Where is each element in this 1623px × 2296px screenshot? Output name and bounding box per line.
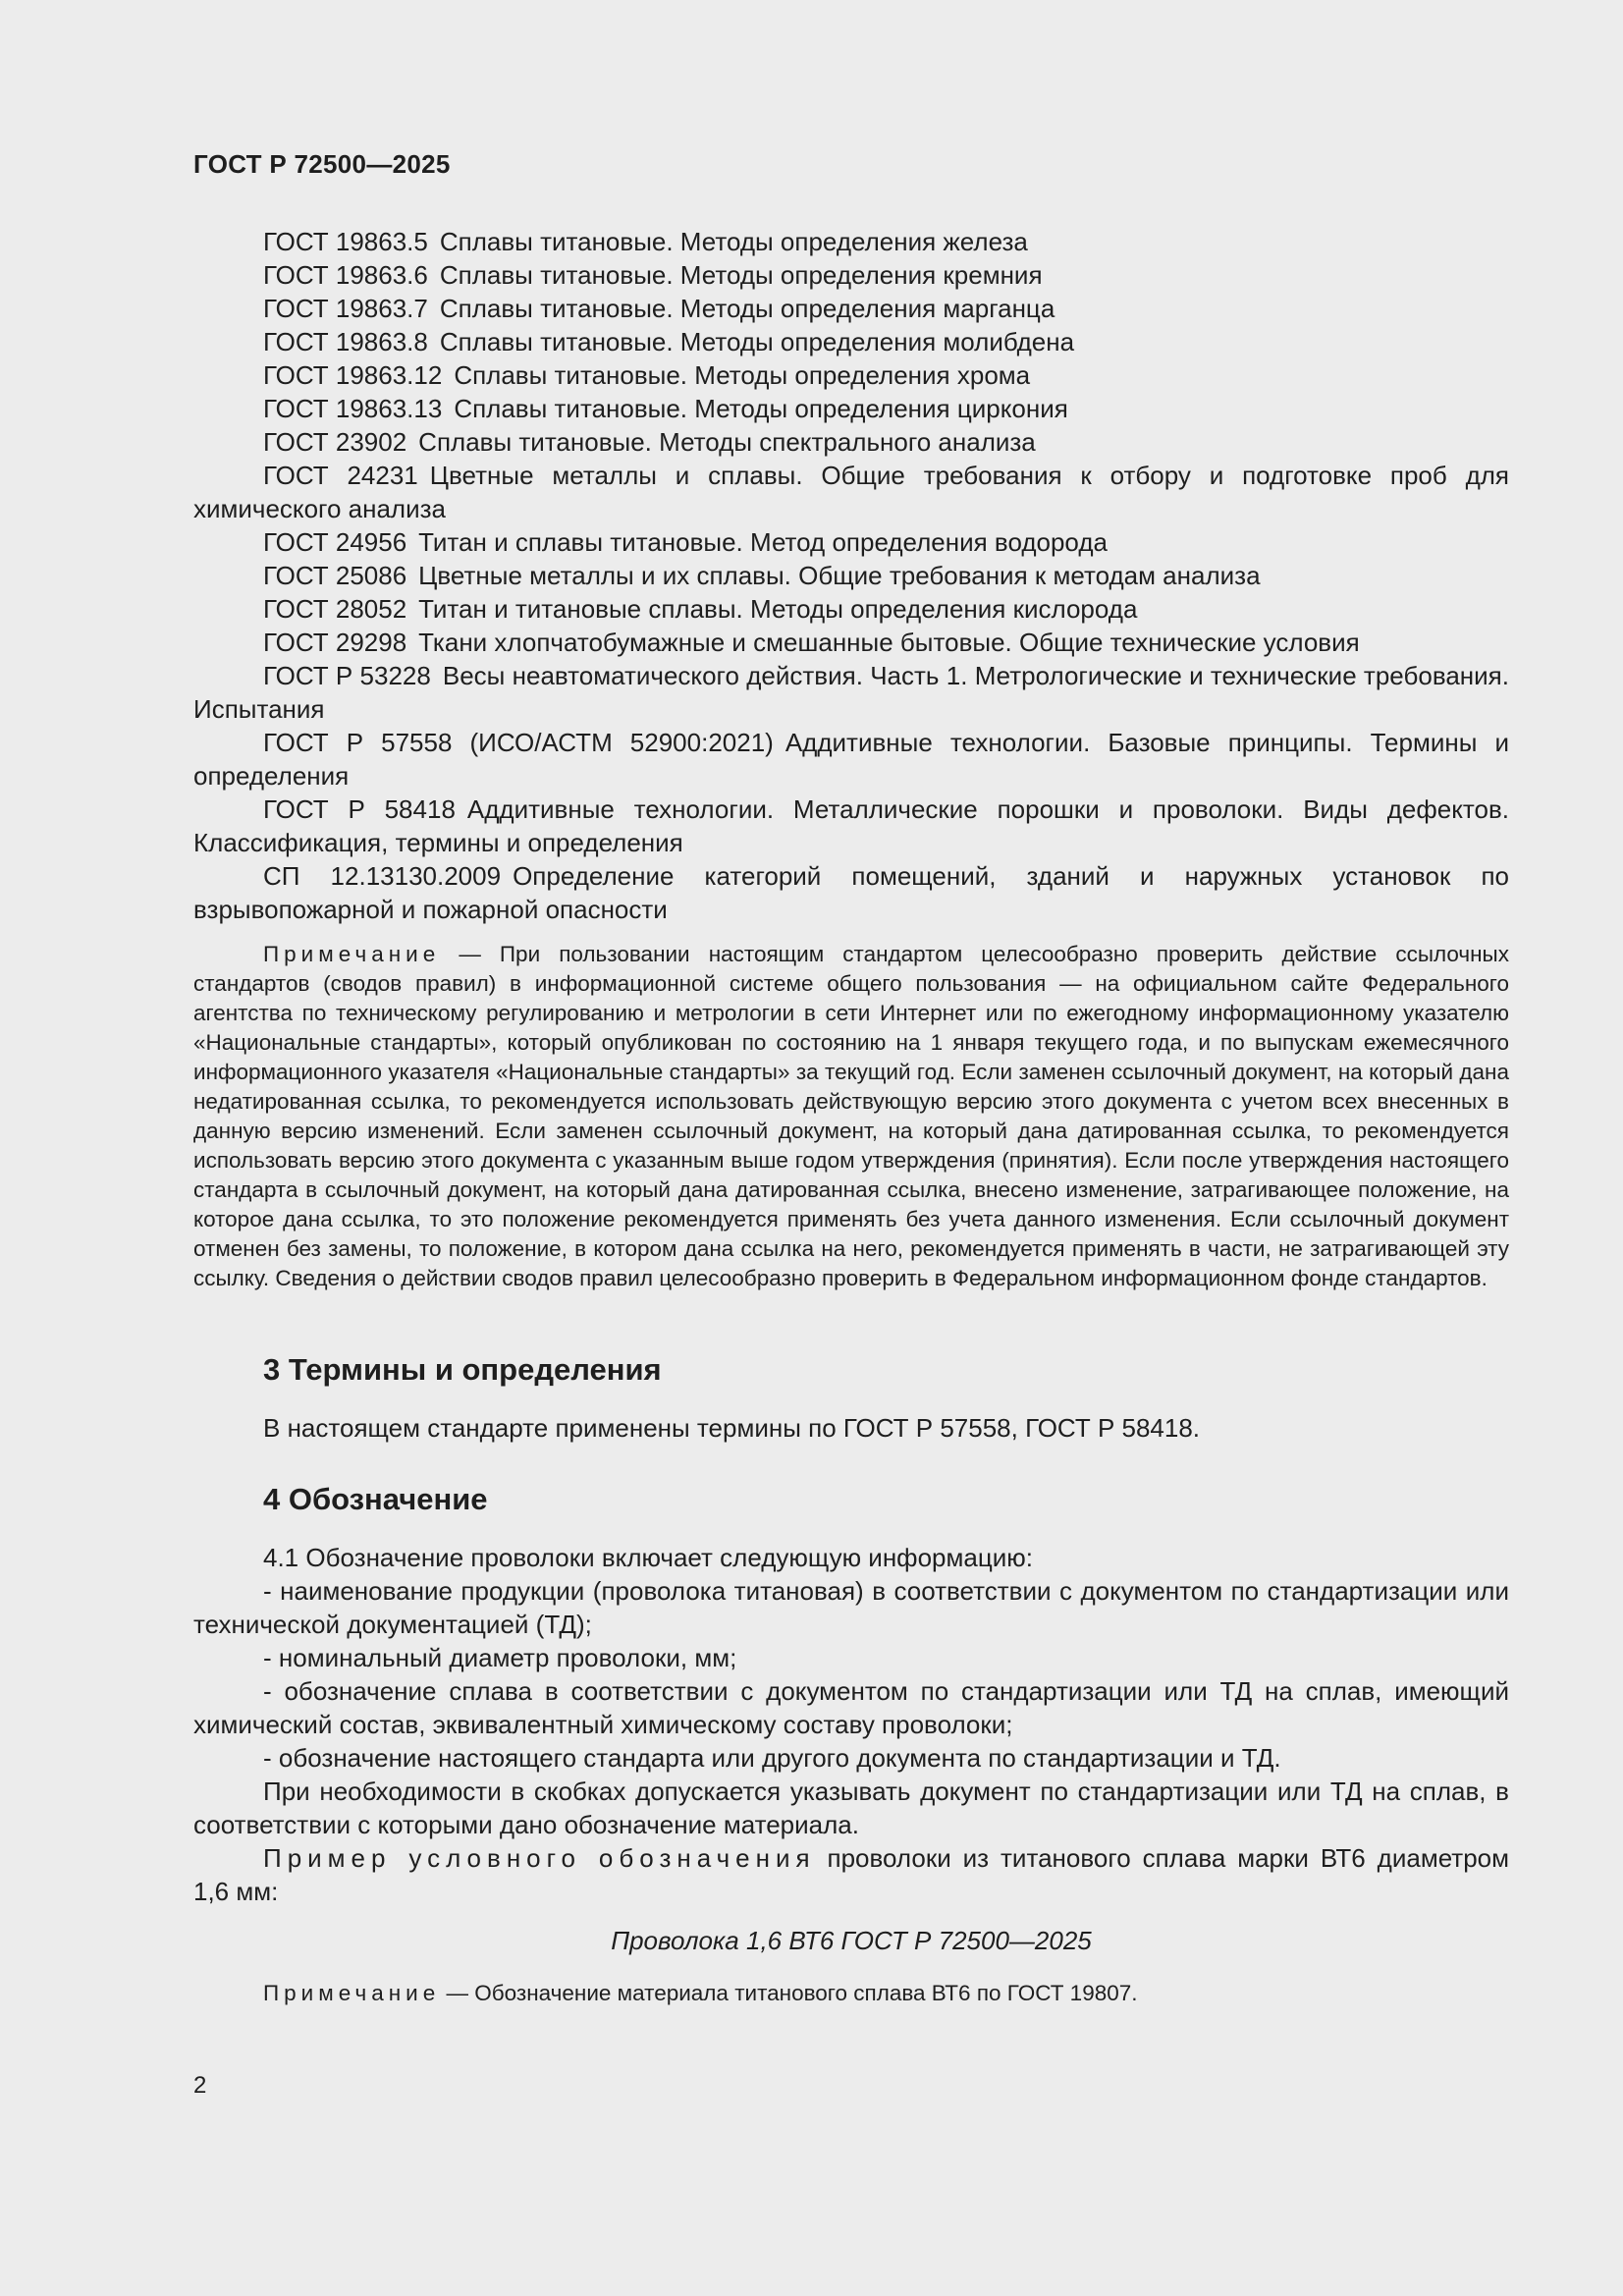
reference-title: Сплавы титановые. Методы определения железа <box>439 227 1028 256</box>
document-header: ГОСТ Р 72500—2025 <box>193 149 451 179</box>
reference-item <box>193 225 1509 258</box>
reference-code: ГОСТ 24231 <box>263 461 418 490</box>
example-paragraph <box>193 1841 1509 1908</box>
reference-code: ГОСТ 29298 <box>263 628 407 657</box>
reference-item <box>193 793 1509 859</box>
reference-item <box>193 592 1509 626</box>
reference-list <box>193 225 1509 926</box>
example-text: проволоки из титанового сплава марки ВТ6 диаметром 1,6 мм: <box>193 1843 1510 1906</box>
note-label: Примечание <box>263 942 441 966</box>
reference-code: ГОСТ Р 57558 (ИСО/АСТМ 52900:2021) <box>263 728 774 757</box>
reference-title: Сплавы титановые. Методы спектрального анализа <box>418 427 1036 457</box>
reference-code: ГОСТ 24956 <box>263 527 407 557</box>
reference-item <box>193 626 1509 659</box>
designation-note <box>193 1979 1509 2008</box>
reference-title: Определение категорий помещений, зданий и наружных установок по взрывопожарной и пожарной опасности <box>193 861 1509 924</box>
clause-4-1: 4.1 Обозначение проволоки включает следующую информацию: <box>263 1543 1033 1572</box>
reference-code: СП 12.13130.2009 <box>263 861 502 891</box>
reference-item <box>193 859 1509 926</box>
reference-code: ГОСТ 19863.6 <box>263 260 428 290</box>
reference-title: Ткани хлопчатобумажные и смешанные бытовые. Общие технические условия <box>418 628 1360 657</box>
section-3-text: В настоящем стандарте применены термины по ГОСТ Р 57558, ГОСТ Р 58418. <box>263 1413 1201 1443</box>
reference-title: Цветные металлы и их сплавы. Общие требования к методам анализа <box>418 561 1261 590</box>
reference-title: Сплавы титановые. Методы определения марганца <box>439 294 1055 323</box>
reference-code: ГОСТ 19863.7 <box>263 294 428 323</box>
reference-code: ГОСТ 23902 <box>263 427 407 457</box>
reference-item <box>193 425 1509 459</box>
reference-code: ГОСТ 19863.8 <box>263 327 428 356</box>
reference-title: Сплавы титановые. Методы определения хрома <box>454 360 1031 390</box>
list-item: - номинальный диаметр проволоки, мм; <box>263 1643 737 1672</box>
note-text: — При пользовании настоящим стандартом целесообразно проверить действие ссылочных стандартов (сводов правил) в информационной системе общего пользования — на официальном сайте Федерального агентства по техническому регулированию и метрологии в сети Интернет или по ежегодному информационному указателю «Национальные стандарты», который опубликован по состоянию на 1 января текущего года, и по выпускам ежемесячного информационного указателя «Национальные стандарты» за текущий год. Если заменен ссылочный документ, на который дана недатированная ссылка, то рекомендуется использовать действующую версию этого документа с учетом всех внесенных в данную версию изменений. Если заменен ссылочный документ, на который дана датированная ссылка, то рекомендуется использовать версию этого документа с указанным выше годом утверждения (принятия). Если после утверждения настоящего стандарта в ссылочный документ, на который дана датированная ссылка, внесено изменение, затрагивающее положение, на которое дана ссылка, то это положение рекомендуется применять без учета данного изменения. Если ссылочный документ отменен без замены, то положение, в котором дана ссылка на него, рекомендуется применять в части, не затрагивающей эту ссылку. Сведения о действии сводов правил целесообразно проверить в Федеральном информационном фонде стандартов. <box>193 942 1509 1290</box>
designation-example: Проволока 1,6 ВТ6 ГОСТ Р 72500—2025 <box>611 1926 1092 1955</box>
reference-title: Аддитивные технологии. Базовые принципы. Термины и определения <box>193 728 1510 791</box>
reference-code: ГОСТ Р 58418 <box>263 794 456 824</box>
reference-code: ГОСТ 25086 <box>263 561 407 590</box>
reference-title: Аддитивные технологии. Металлические порошки и проволоки. Виды дефектов. Классификация, термины и определения <box>193 794 1509 857</box>
list-item: - наименование продукции (проволока титановая) в соответствии с документом по стандартизации или технической документацией (ТД); <box>193 1576 1509 1639</box>
reference-item <box>193 258 1509 292</box>
reference-title: Весы неавтоматического действия. Часть 1. Метрологические и технические требования. Испытания <box>193 661 1509 724</box>
reference-title: Титан и сплавы титановые. Метод определения водорода <box>418 527 1108 557</box>
references-note <box>193 940 1509 1293</box>
reference-title: Сплавы титановые. Методы определения циркония <box>454 394 1068 423</box>
reference-code: ГОСТ 19863.13 <box>263 394 443 423</box>
reference-item <box>193 525 1509 559</box>
page-number: 2 <box>193 2072 207 2099</box>
note-text: — Обозначение материала титанового сплава ВТ6 по ГОСТ 19807. <box>446 1981 1138 2005</box>
reference-title: Сплавы титановые. Методы определения молибдена <box>439 327 1075 356</box>
reference-item <box>193 726 1509 793</box>
reference-item <box>193 659 1509 726</box>
paragraph: При необходимости в скобках допускается указывать документ по стандартизации или ТД на сплав, в соответствии с которыми дано обозначение материала. <box>193 1777 1509 1839</box>
page-content <box>193 225 1509 2008</box>
reference-item <box>193 392 1509 425</box>
list-item: - обозначение настоящего стандарта или другого документа по стандартизации и ТД. <box>263 1743 1281 1773</box>
reference-item <box>193 358 1509 392</box>
reference-item <box>193 559 1509 592</box>
reference-title: Титан и титановые сплавы. Методы определения кислорода <box>418 594 1138 624</box>
reference-title: Цветные металлы и сплавы. Общие требования к отбору и подготовке проб для химического анализа <box>193 461 1510 523</box>
section-3-heading: 3 Термины и определения <box>263 1352 662 1387</box>
reference-item <box>193 325 1509 358</box>
reference-code: ГОСТ 19863.12 <box>263 360 443 390</box>
reference-code: ГОСТ 28052 <box>263 594 407 624</box>
reference-item <box>193 292 1509 325</box>
reference-title: Сплавы титановые. Методы определения кремния <box>439 260 1043 290</box>
note-label: Примечание <box>263 1981 441 2005</box>
reference-item <box>193 459 1509 525</box>
reference-code: ГОСТ 19863.5 <box>263 227 428 256</box>
reference-code: ГОСТ Р 53228 <box>263 661 431 690</box>
example-label: Пример условного обозначения <box>263 1843 816 1873</box>
section-4-heading: 4 Обозначение <box>263 1482 488 1516</box>
list-item: - обозначение сплава в соответствии с документом по стандартизации или ТД на сплав, имеющий химический состав, эквивалентный химическому составу проволоки; <box>193 1676 1509 1739</box>
